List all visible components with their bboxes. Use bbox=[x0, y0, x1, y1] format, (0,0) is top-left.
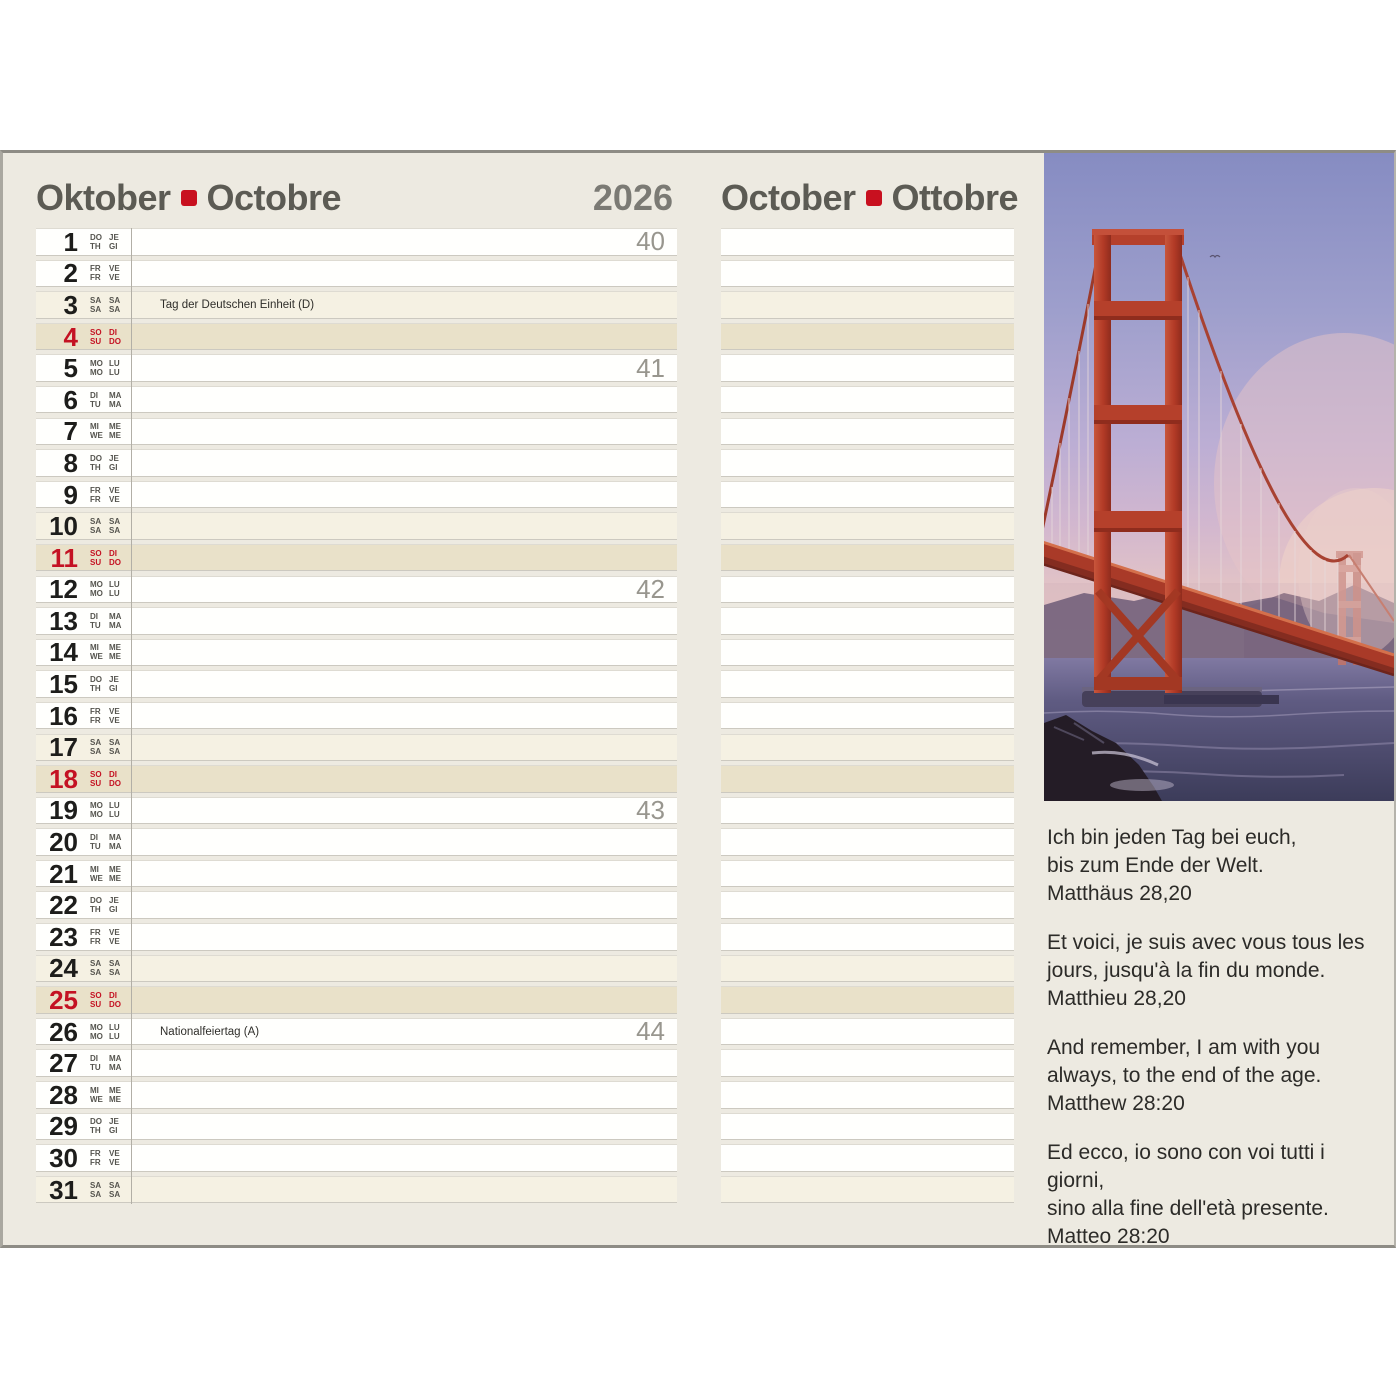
day-number: 21 bbox=[49, 858, 78, 889]
day-number: 18 bbox=[49, 763, 78, 794]
notes-row-4 bbox=[721, 323, 1014, 351]
verse-german bbox=[1047, 824, 1387, 908]
weekday-abbreviations: SA SA SA SA bbox=[90, 738, 121, 757]
day-row-29 bbox=[36, 1113, 677, 1141]
day-number: 9 bbox=[63, 479, 78, 510]
day-number: 28 bbox=[49, 1079, 78, 1110]
week-number: 40 bbox=[636, 226, 665, 257]
weekday-abbreviations: SA SA SA SA bbox=[90, 1180, 121, 1199]
red-square-icon bbox=[181, 190, 197, 206]
day-row-6 bbox=[36, 386, 677, 414]
verse-line: Ich bin jeden Tag bei euch, bbox=[1047, 826, 1297, 849]
day-number: 14 bbox=[49, 637, 78, 668]
day-number: 22 bbox=[49, 890, 78, 921]
notes-row-11 bbox=[721, 544, 1014, 572]
holiday-label: Tag der Deutschen Einheit (D) bbox=[160, 298, 315, 311]
verse-line: always, to the end of the age. bbox=[1047, 1064, 1322, 1087]
calendar-page bbox=[0, 150, 1396, 1248]
notes-row-18 bbox=[721, 765, 1014, 793]
day-row-13 bbox=[36, 607, 677, 635]
weekday-abbreviations: FR VE FR VE bbox=[90, 706, 120, 725]
month-name-fr: Octobre bbox=[206, 177, 342, 218]
weekday-abbreviations: SO DI SU DO bbox=[90, 769, 121, 788]
day-number: 29 bbox=[49, 1111, 78, 1142]
day-row-17 bbox=[36, 734, 677, 762]
day-number: 6 bbox=[63, 384, 78, 415]
day-number: 30 bbox=[49, 1142, 78, 1173]
notes-row-31 bbox=[721, 1176, 1014, 1204]
notes-row-14 bbox=[721, 639, 1014, 667]
notes-row-5 bbox=[721, 354, 1014, 382]
day-column-divider bbox=[131, 228, 132, 1204]
verse-reference: Matthew 28:20 bbox=[1047, 1092, 1185, 1115]
day-number: 20 bbox=[49, 827, 78, 858]
day-row-24 bbox=[36, 955, 677, 983]
bible-verses bbox=[1047, 824, 1387, 1272]
verse-reference: Matthäus 28,20 bbox=[1047, 882, 1192, 905]
day-number: 3 bbox=[63, 289, 78, 320]
day-number: 24 bbox=[49, 953, 78, 984]
weekday-abbreviations: MI ME WE ME bbox=[90, 422, 121, 441]
notes-row-22 bbox=[721, 891, 1014, 919]
day-row-4 bbox=[36, 323, 677, 351]
week-number: 44 bbox=[636, 1016, 665, 1047]
day-number: 27 bbox=[49, 1048, 78, 1079]
notes-row-20 bbox=[721, 828, 1014, 856]
week-number: 41 bbox=[636, 352, 665, 383]
month-title-left bbox=[36, 177, 341, 219]
day-row-9 bbox=[36, 481, 677, 509]
verse-reference: Matteo 28:20 bbox=[1047, 1225, 1170, 1248]
day-row-26 bbox=[36, 1018, 677, 1046]
notes-row-10 bbox=[721, 512, 1014, 540]
verse-line: And remember, I am with you bbox=[1047, 1036, 1321, 1059]
notes-row-27 bbox=[721, 1049, 1014, 1077]
day-row-28 bbox=[36, 1081, 677, 1109]
weekday-abbreviations: DO JE TH GI bbox=[90, 453, 119, 472]
weekday-abbreviations: FR VE FR VE bbox=[90, 1148, 120, 1167]
day-row-16 bbox=[36, 702, 677, 730]
notes-row-15 bbox=[721, 670, 1014, 698]
weekday-abbreviations: DO JE TH GI bbox=[90, 896, 119, 915]
month-title-right bbox=[721, 177, 1019, 219]
day-number: 26 bbox=[49, 1016, 78, 1047]
day-number: 19 bbox=[49, 795, 78, 826]
red-square-icon bbox=[866, 190, 882, 206]
day-number: 2 bbox=[63, 258, 78, 289]
month-name-de: Oktober bbox=[36, 177, 171, 218]
day-row-14 bbox=[36, 639, 677, 667]
notes-row-29 bbox=[721, 1113, 1014, 1141]
day-row-31 bbox=[36, 1176, 677, 1204]
weekday-abbreviations: SO DI SU DO bbox=[90, 548, 121, 567]
weekday-abbreviations: SA SA SA SA bbox=[90, 295, 121, 314]
day-number: 25 bbox=[49, 985, 78, 1015]
verse-line: sino alla fine dell'età presente. bbox=[1047, 1197, 1329, 1220]
notes-row-2 bbox=[721, 260, 1014, 288]
verse-italian bbox=[1047, 1139, 1387, 1251]
week-number: 43 bbox=[636, 794, 665, 825]
day-row-30 bbox=[36, 1144, 677, 1172]
weekday-abbreviations: DO JE TH GI bbox=[90, 1117, 119, 1136]
month-name-en: October bbox=[721, 177, 856, 218]
day-row-22 bbox=[36, 891, 677, 919]
day-number: 23 bbox=[49, 921, 78, 952]
verse-line: Ed ecco, io sono con voi tutti i giorni, bbox=[1047, 1141, 1325, 1192]
day-row-21 bbox=[36, 860, 677, 888]
notes-row-1 bbox=[721, 228, 1014, 256]
day-number: 15 bbox=[49, 669, 78, 700]
middle-note-rows bbox=[721, 228, 1014, 1203]
day-row-10 bbox=[36, 512, 677, 540]
weekday-abbreviations: DI MA TU MA bbox=[90, 611, 122, 630]
day-row-7 bbox=[36, 418, 677, 446]
day-number: 13 bbox=[49, 605, 78, 636]
notes-row-16 bbox=[721, 702, 1014, 730]
notes-row-9 bbox=[721, 481, 1014, 509]
month-name-it: Ottobre bbox=[891, 177, 1019, 218]
weekday-abbreviations: FR VE FR VE bbox=[90, 264, 120, 283]
notes-row-25 bbox=[721, 986, 1014, 1014]
year-label: 2026 bbox=[592, 177, 673, 218]
weekday-abbreviations: FR VE FR VE bbox=[90, 927, 120, 946]
weekday-abbreviations: SA SA SA SA bbox=[90, 959, 121, 978]
notes-row-28 bbox=[721, 1081, 1014, 1109]
weekday-abbreviations: FR VE FR VE bbox=[90, 485, 120, 504]
day-row-15 bbox=[36, 670, 677, 698]
weekday-abbreviations: SO DI SU DO bbox=[90, 991, 121, 1009]
verse-french bbox=[1047, 929, 1387, 1013]
weekday-abbreviations: DI MA TU MA bbox=[90, 1054, 122, 1073]
weekday-abbreviations: MI ME WE ME bbox=[90, 643, 121, 662]
day-row-27 bbox=[36, 1049, 677, 1077]
weekday-abbreviations: MO LU MO LU bbox=[90, 359, 120, 378]
notes-row-26 bbox=[721, 1018, 1014, 1046]
notes-row-13 bbox=[721, 607, 1014, 635]
weekday-abbreviations: SO DI SU DO bbox=[90, 327, 121, 346]
day-row-20 bbox=[36, 828, 677, 856]
notes-row-6 bbox=[721, 386, 1014, 414]
day-row-12 bbox=[36, 573, 677, 605]
day-row-5 bbox=[36, 354, 677, 382]
verse-english bbox=[1047, 1034, 1387, 1118]
weekday-abbreviations: DI MA TU MA bbox=[90, 390, 122, 409]
week-number: 42 bbox=[636, 573, 665, 604]
notes-row-3 bbox=[721, 291, 1014, 319]
day-number: 5 bbox=[63, 353, 78, 384]
day-number: 1 bbox=[63, 226, 78, 257]
weekday-abbreviations: MO LU MO LU bbox=[90, 580, 120, 599]
day-row-25 bbox=[36, 986, 677, 1014]
holiday-label: Nationalfeiertag (A) bbox=[160, 1025, 260, 1038]
notes-row-8 bbox=[721, 449, 1014, 477]
notes-row-24 bbox=[721, 955, 1014, 983]
day-number: 12 bbox=[49, 574, 78, 605]
day-row-18 bbox=[36, 765, 677, 793]
weekday-abbreviations: MO LU MO LU bbox=[90, 1022, 120, 1041]
notes-row-23 bbox=[721, 923, 1014, 951]
notes-row-12 bbox=[721, 576, 1014, 604]
notes-row-7 bbox=[721, 418, 1014, 446]
verse-line: bis zum Ende der Welt. bbox=[1047, 854, 1264, 877]
notes-row-30 bbox=[721, 1144, 1014, 1172]
weekday-abbreviations: DO JE TH GI bbox=[90, 232, 119, 251]
day-number: 11 bbox=[50, 542, 78, 573]
day-number: 16 bbox=[49, 700, 78, 731]
day-row-8 bbox=[36, 449, 677, 477]
day-number: 7 bbox=[63, 416, 78, 447]
day-row-1 bbox=[36, 228, 677, 256]
weekday-abbreviations: DI MA TU MA bbox=[90, 833, 122, 852]
verse-line: jours, jusqu'à la fin du monde. bbox=[1047, 959, 1326, 982]
day-row-19 bbox=[36, 794, 677, 826]
weekday-abbreviations: SA SA SA SA bbox=[90, 517, 121, 536]
day-number: 10 bbox=[49, 511, 78, 542]
weekday-abbreviations: MI ME WE ME bbox=[90, 864, 121, 883]
day-number: 17 bbox=[49, 732, 78, 763]
notes-row-19 bbox=[721, 797, 1014, 825]
day-row-11 bbox=[36, 544, 677, 572]
weekday-abbreviations: DO JE TH GI bbox=[90, 675, 119, 694]
weekday-abbreviations: MO LU MO LU bbox=[90, 801, 120, 820]
day-row-23 bbox=[36, 923, 677, 951]
day-number: 4 bbox=[63, 321, 78, 352]
notes-row-21 bbox=[721, 860, 1014, 888]
verse-line: Et voici, je suis avec vous tous les bbox=[1047, 931, 1365, 954]
day-number: 31 bbox=[49, 1174, 78, 1205]
left-day-rows bbox=[36, 228, 677, 1203]
day-number: 8 bbox=[63, 447, 78, 478]
weekday-abbreviations: MI ME WE ME bbox=[90, 1085, 121, 1104]
notes-row-17 bbox=[721, 734, 1014, 762]
golden-gate-bridge-photo bbox=[1044, 153, 1394, 801]
day-row-3 bbox=[36, 291, 677, 319]
day-row-2 bbox=[36, 260, 677, 288]
verse-reference: Matthieu 28,20 bbox=[1047, 987, 1186, 1010]
